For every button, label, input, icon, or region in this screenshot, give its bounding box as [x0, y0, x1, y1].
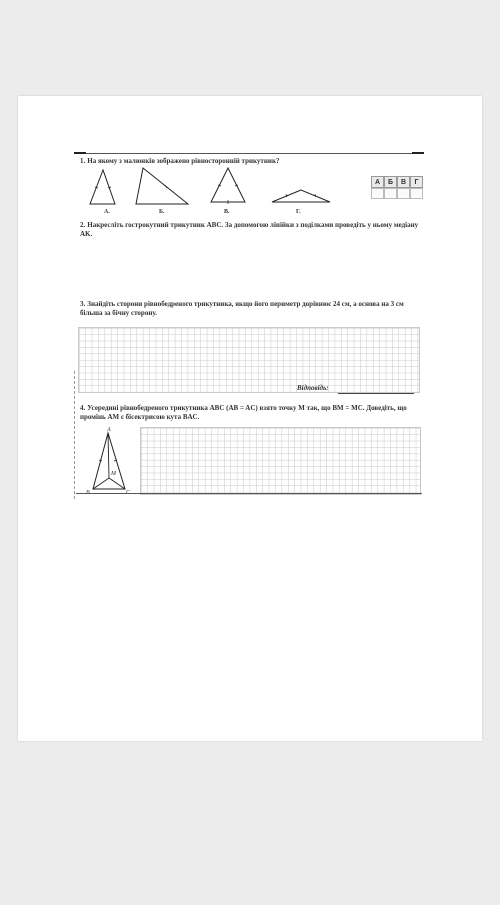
task4-text: 4. Усередині рівнобедреного трикутника ABC (AB = AC) взято точку M так, що BM = MC. Доведіть, що промінь AM є бісектрисою кута BAC. [80, 404, 407, 421]
triangle-a-figure [90, 170, 115, 204]
answer-cell[interactable] [397, 188, 410, 199]
task1-question: 1. На якому з малюнків зображено рівносторонній трикутник? [80, 157, 280, 165]
triangle-v-figure [211, 168, 245, 202]
task1-answer-box[interactable] [371, 176, 423, 199]
task2-text: 2. Накресліть гострокутний трикутник ABC. За допомогою лінійки з поділками проведіть у ньому медіану AK. [80, 221, 419, 238]
choice-a-label: А. [104, 209, 110, 215]
worksheet-page [18, 96, 482, 741]
task3-grid[interactable] [78, 327, 420, 393]
task3-text: 3. Знайдіть сторони рівнобедреного трикутника, якщо його периметр дорівнює 24 см, а основа на 3 см більша за бічну сторону. [80, 300, 404, 317]
answer-cell[interactable] [410, 188, 423, 199]
task3-answer-field[interactable] [338, 393, 414, 394]
answer-cell[interactable] [384, 188, 397, 199]
triangle-b-figure [136, 168, 188, 204]
choice-v-label: В. [224, 209, 230, 215]
task4-triangle-figure [80, 424, 140, 504]
triangle-g-figure [272, 190, 330, 202]
answer-letter-v: В [397, 176, 410, 188]
answer-letter-a: А [371, 176, 384, 188]
top-rule [76, 153, 422, 154]
answer-cells-row[interactable] [371, 188, 423, 199]
label-m: M [111, 471, 116, 477]
answer-letter-g: Г [410, 176, 423, 188]
bottom-rule [76, 493, 422, 494]
answer-cell[interactable] [371, 188, 384, 199]
choice-g-label: Г. [296, 209, 301, 215]
label-a: A [107, 427, 111, 433]
segment-am [108, 433, 109, 478]
task3-answer-label: Відповідь: [297, 384, 329, 392]
label-c: C [126, 490, 131, 496]
answer-letters-row [371, 176, 423, 188]
task4-grid[interactable] [140, 427, 421, 495]
cut-margin-line [74, 371, 75, 499]
answer-letter-b: Б [384, 176, 397, 188]
choice-b-label: Б. [159, 209, 165, 215]
label-b: B [86, 490, 90, 496]
